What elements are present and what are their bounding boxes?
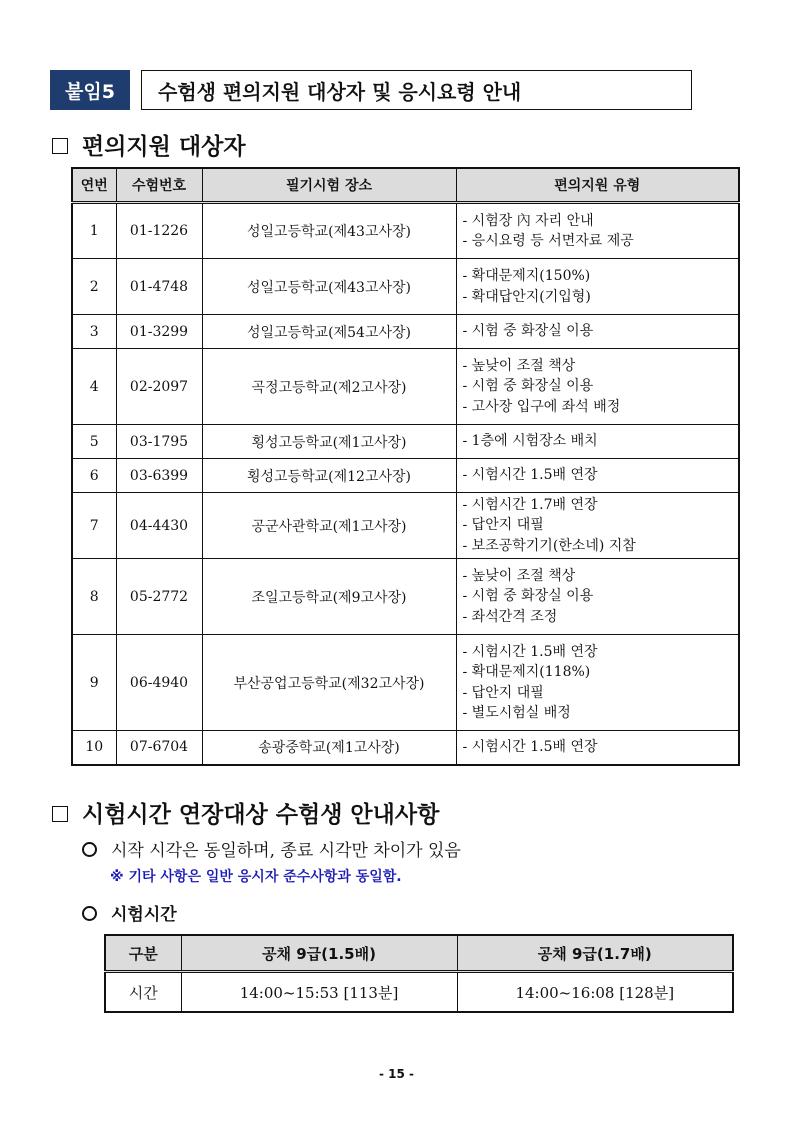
- cell-support-type: [456, 259, 739, 315]
- support-item: - 시험시간 1.5배 연장: [462, 739, 598, 755]
- header-venue: 필기시험 장소: [202, 168, 456, 203]
- cell-no: 8: [72, 559, 116, 635]
- note-text: ※ 기타 사항은 일반 응시자 준수사항과 동일함.: [110, 869, 402, 885]
- support-item: - 답안지 대필: [462, 517, 544, 534]
- support-item: - 별도시험실 배정: [462, 705, 571, 721]
- support-item: - 시험 중 화장실 이용: [462, 378, 594, 395]
- table-row: [72, 425, 739, 459]
- table-header-row: [72, 168, 739, 203]
- support-item: - 답안지 대필: [462, 684, 544, 701]
- table-row: [72, 731, 739, 765]
- cell-support-type: [456, 315, 739, 349]
- cell-no: 10: [72, 731, 116, 765]
- cell-exam-no: 05-2772: [116, 559, 202, 635]
- cell-exam-no: 03-6399: [116, 459, 202, 493]
- support-item: - 시험시간 1.5배 연장: [462, 643, 598, 660]
- header-grade9-17x: 공채 9급(1.7배): [457, 935, 733, 972]
- cell-venue: 횡성고등학교(제1고사장): [202, 425, 456, 459]
- circle-bullet-icon: [82, 842, 97, 857]
- table-row: [72, 315, 739, 349]
- support-item: - 확대문제지(118%): [462, 664, 591, 680]
- cell-no: 7: [72, 493, 116, 559]
- cell-venue: 부산공업고등학교(제32고사장): [202, 635, 456, 731]
- cell-no: 4: [72, 349, 116, 425]
- cell-no: 2: [72, 259, 116, 315]
- square-bullet-icon: [52, 806, 68, 822]
- cell-exam-no: 01-4748: [116, 259, 202, 315]
- section-heading-extended-time: [52, 796, 439, 829]
- bullet-text: 시작 시각은 동일하며, 종료 시각만 차이가 있음: [111, 841, 461, 861]
- cell-venue: 횡성고등학교(제12고사장): [202, 459, 456, 493]
- section-title: 편의지원 대상자: [82, 134, 246, 160]
- page-number: - 15 -: [378, 1067, 414, 1081]
- support-item: - 높낮이 조절 책상: [462, 567, 576, 584]
- header-no: 연번: [72, 168, 116, 203]
- cell-venue: 성일고등학교(제43고사장): [202, 203, 456, 259]
- cell-support-type: [456, 731, 739, 765]
- cell-support-type: [456, 203, 739, 259]
- cell-support-type: [456, 559, 739, 635]
- row-label: 시간: [105, 972, 181, 1013]
- table-header-row: [105, 935, 733, 972]
- cell-venue: 송광중학교(제1고사장): [202, 731, 456, 765]
- bullet-text: 시험시간: [111, 905, 177, 925]
- table-row: [72, 493, 739, 559]
- cell-support-type: [456, 425, 739, 459]
- support-item: - 시험 중 화장실 이용: [462, 588, 594, 605]
- support-item: - 시험시간 1.7배 연장: [462, 496, 598, 513]
- support-item: - 1층에 시험장소 배치: [462, 433, 598, 450]
- section-title: 시험시간 연장대상 수험생 안내사항: [82, 802, 440, 828]
- support-targets-table: [71, 167, 740, 766]
- table-row: [72, 559, 739, 635]
- table-row: [72, 635, 739, 731]
- header-grade9-15x: 공채 9급(1.5배): [181, 935, 457, 972]
- header-support-type: 편의지원 유형: [456, 168, 739, 203]
- cell-support-type: [456, 459, 739, 493]
- support-item: - 높낮이 조절 책상: [462, 357, 576, 374]
- exam-time-table: [104, 934, 734, 1013]
- cell-support-type: [456, 635, 739, 731]
- square-bullet-icon: [52, 138, 68, 154]
- cell-no: 3: [72, 315, 116, 349]
- cell-no: 9: [72, 635, 116, 731]
- time-grade9-15x: 14:00~15:53 [113분]: [181, 972, 457, 1013]
- section-heading-support-targets: [52, 128, 246, 161]
- cell-no: 5: [72, 425, 116, 459]
- table-row: [105, 972, 733, 1013]
- cell-exam-no: 03-1795: [116, 425, 202, 459]
- cell-venue: 성일고등학교(제54고사장): [202, 315, 456, 349]
- header-exam-no: 수험번호: [116, 168, 202, 203]
- cell-venue: 공군사관학교(제1고사장): [202, 493, 456, 559]
- cell-support-type: [456, 349, 739, 425]
- support-item: - 확대문제지(150%): [462, 268, 591, 284]
- cell-venue: 성일고등학교(제43고사장): [202, 259, 456, 315]
- page-title: [141, 70, 692, 110]
- support-item: - 좌석간격 조정: [462, 608, 558, 625]
- bullet-exam-time: [82, 900, 177, 925]
- support-item: - 시험시간 1.5배 연장: [462, 467, 598, 484]
- table-row: [72, 459, 739, 493]
- header-category: 구분: [105, 935, 181, 972]
- cell-no: 1: [72, 203, 116, 259]
- cell-venue: 조일고등학교(제9고사장): [202, 559, 456, 635]
- table-row: [72, 349, 739, 425]
- cell-support-type: [456, 493, 739, 559]
- cell-exam-no: 06-4940: [116, 635, 202, 731]
- cell-exam-no: 01-3299: [116, 315, 202, 349]
- support-item: - 확대답안지(기입형): [462, 288, 591, 305]
- support-item: - 보조공학기기(한소네) 지참: [462, 537, 636, 554]
- support-item: - 시험장 內 자리 안내: [462, 212, 594, 229]
- support-item: - 고사장 입구에 좌석 배정: [462, 398, 621, 415]
- table-row: [72, 259, 739, 315]
- cell-exam-no: 02-2097: [116, 349, 202, 425]
- cell-no: 6: [72, 459, 116, 493]
- bullet-start-time: [82, 836, 461, 861]
- circle-bullet-icon: [82, 906, 97, 921]
- cell-exam-no: 04-4430: [116, 493, 202, 559]
- support-item: - 응시요령 등 서면자료 제공: [462, 233, 634, 249]
- support-item: - 시험 중 화장실 이용: [462, 323, 594, 340]
- attachment-badge: 붙임5: [50, 70, 130, 110]
- cell-exam-no: 07-6704: [116, 731, 202, 765]
- cell-venue: 곡정고등학교(제2고사장): [202, 349, 456, 425]
- cell-exam-no: 01-1226: [116, 203, 202, 259]
- table-row: [72, 203, 739, 259]
- time-grade9-17x: 14:00~16:08 [128분]: [457, 972, 733, 1013]
- page-title-text: 수험생 편의지원 대상자 및 응시요령 안내: [158, 79, 522, 104]
